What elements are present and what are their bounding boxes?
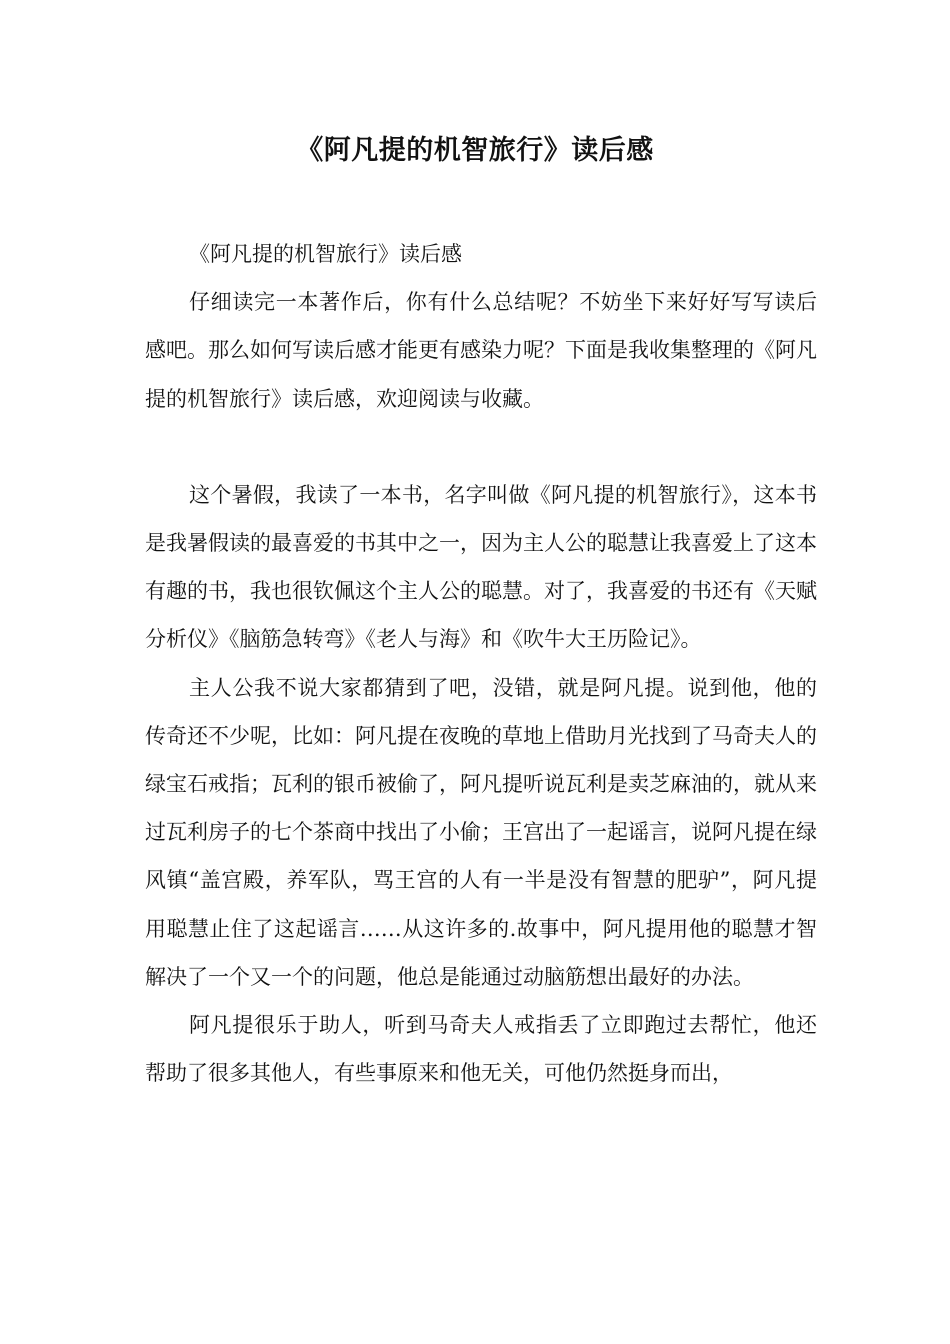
document-body [145, 230, 817, 1097]
paragraph-intro: 仔细读完一本著作后，你有什么总结呢？不妨坐下来好好写写读后感吧。那么如何写读后感才能更有感染力呢？下面是我收集整理的《阿凡提的机智旅行》读后感，欢迎阅读与收藏。 [145, 290, 817, 411]
paragraph-protagonist: 主人公我不说大家都猜到了吧，没错，就是阿凡提。说到他，他的传奇还不少呢，比如：阿凡提在夜晚的草地上借助月光找到了马奇夫人的绿宝石戒指；瓦利的银币被偷了，阿凡提听说瓦利是卖芝麻油的，就从来过瓦利房子的七个茶商中找出了小偷；王宫出了一起谣言，说阿凡提在绿风镇“盖宫殿，养军队，骂王宫的人有一半是没有智慧的肥驴”，阿凡提用聪慧止住了这起谣言……从这许多的.故事中，阿凡提用他的聪慧才智解决了一个又一个的问题，他总是能通过动脑筋想出最好的办法。 [145, 675, 817, 989]
paragraph-helpfulness: 阿凡提很乐于助人，听到马奇夫人戒指丢了立即跑过去帮忙，他还帮助了很多其他人，有些事原来和他无关，可他仍然挺身而出， [145, 1013, 817, 1086]
document-title: 《阿凡提的机智旅行》读后感 [296, 135, 654, 166]
paragraph-subtitle: 《阿凡提的机智旅行》读后感 [189, 242, 462, 266]
paragraph-summer-reading: 这个暑假，我读了一本书，名字叫做《阿凡提的机智旅行》，这本书是我暑假读的最喜爱的书其中之一，因为主人公的聪慧让我喜爱上了这本有趣的书，我也很钦佩这个主人公的聪慧。对了，我喜爱的书还有《天赋分析仪》《脑筋急转弯》《老人与海》和《吹牛大王历险记》。 [145, 482, 817, 652]
paragraph-spacer [145, 423, 817, 471]
